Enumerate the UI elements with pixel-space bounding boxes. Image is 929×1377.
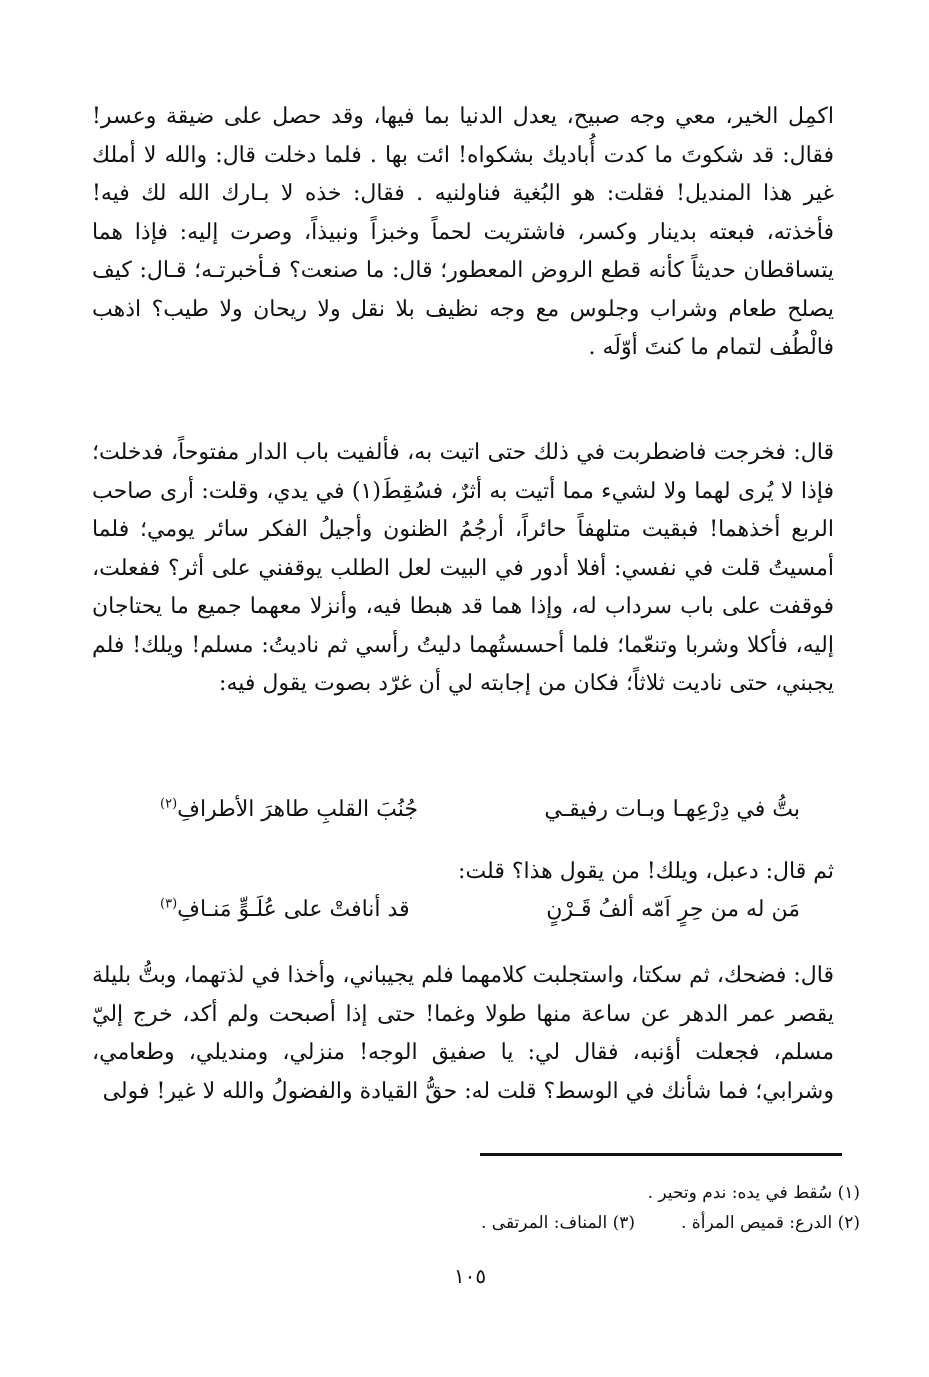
verse-2-second-text: قد أنافتْ على عُلَـوٍّ مَنـافِ [177, 897, 410, 922]
footnote-mark-3: (٣) [160, 896, 178, 912]
footnote-2: (٢) الدرع: قميص المرأة . [681, 1213, 860, 1233]
footnote-row-2 [300, 1208, 860, 1238]
footnote-row-1 [300, 1178, 860, 1208]
footnote-mark-2: (٢) [160, 796, 178, 812]
body-paragraph-3: قال: فضحك، ثم سكتا، واستجلبت كلامهما فلم يجيباني، وأخذا في لذتهما، وبتُّ بليلة يقصر عمر الدهر عن ساعة منها طولا وغما! حتى إذا أصبحت ولم أكد، خرج إليّ مسلم، فجعلت أؤنبه، فقال لي: يا صفيق الوجه! منزلي، ومنديلي، وطعامي، وشرابي؛ فما شأنك في الوسط؟ قلت له: حقُّ القيادة والفضولُ والله لا غير! فولى [92, 963, 834, 1104]
footnote-3: (٣) المناف: المرتقى . [480, 1213, 635, 1233]
verse-1-second-hemistich [160, 793, 418, 827]
body-paragraph-1: اكمِل الخير، معي وجه صبيح، يعدل الدنيا بما فيها، وقد حصل على ضيقة وعسر! فقال: قد شكوتَ ما كدت أُباديك بشكواه! ائت بها . فلما دخلت قال: والله لا أملك غير هذا المنديل! فقلت: هو البُغية فناولنيه . فقال: خذه لا بـارك الله لك فيه! فأخذته، فبعته بدينار وكسر، فاشتريت لحماً وخبزاً ونبيذاً، وصرت إليه: فإذا هما يتساقطان حديثاً كأنه قطع الروض المعطور؛ قال: ما صنعت؟ فـأخبرتـه؛ قـال: كيف يصلح طعام وشراب وجلوس مع وجه نظيف بلا نقل ولا ريحان ولا طيب؟ اذهب فالْطُف لتمام ما كنتَ أوّلَه . [92, 104, 834, 360]
verse-1-first-hemistich: بتُّ في دِرْعِهـا وبـات رفيقـي [544, 797, 800, 822]
footnote-separator [480, 1153, 842, 1156]
body-paragraph-2: قال: فخرجت فاضطربت في ذلك حتى اتيت به، فألفيت باب الدار مفتوحاً، فدخلت؛ فإذا لا يُرى لهما ولا لشيء مما أتيت به أثرٌ، فسُقِطَ(١) في يدي، وقلت: أرى صاحب الربع أخذهما! فبقيت متلهفاً حائراً، أرجُمُ الظنون وأجيلُ الفكر سائر يومي؛ فلما أمسيتُ قلت في نفسي: أفلا أدور في البيت لعل الطلب يوقفني على أثر؟ ففعلت، فوقفت على باب سرداب له، وإذا هما قد هبطا فيه، وأنزلا معهما جميع ما يحتاجان إليه، فأكلا وشربا وتنعّما؛ فلما أحسستُهما دليتُ رأسي ثم ناديتُ: مسلم! ويلك! فلم يجبني، حتى ناديت ثلاثاً؛ فكان من إجابته لي أن غرّد بصوت يقول فيه: [92, 440, 834, 696]
footnotes [300, 1178, 860, 1238]
poem-verse-1 [160, 793, 800, 827]
footnote-1: (١) سُقط في يده: ندم وتحير . [647, 1183, 860, 1203]
poem-verse-2 [160, 893, 800, 927]
page-number: ١٠٥ [453, 1264, 487, 1288]
dialogue-line: ثم قال: دعبل، ويلك! من يقول هذا؟ قلت: [458, 859, 834, 884]
verse-2-first-hemistich: مَن له من حِرٍ اَمّه ألفُ قَـرْنٍ [546, 897, 800, 922]
verse-2-second-hemistich [160, 893, 410, 927]
verse-1-second-text: جُنُبَ القلبِ طاهرَ الأطرافِ [177, 797, 418, 822]
